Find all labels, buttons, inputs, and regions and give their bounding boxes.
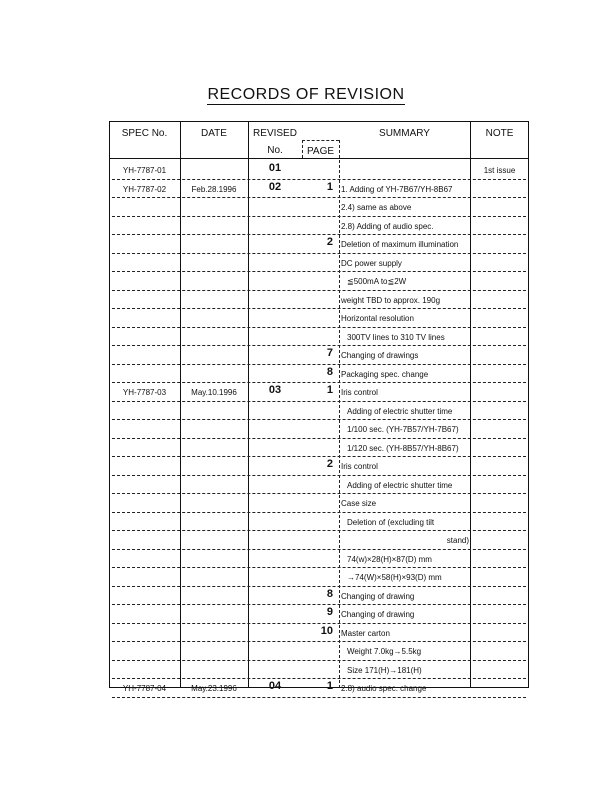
row-rule [112,216,526,217]
row-rev-cell: 01 [268,162,282,174]
row-page-cell: 2 [326,458,333,470]
header-summary: SUMMARY [379,128,430,139]
row-rule [112,271,526,272]
row-summary-cell: DC power supply [341,258,402,268]
row-page-cell: 10 [320,624,333,637]
row-summary-cell: Changing of drawings [341,351,419,360]
row-summary-cell: Adding of electric shutter time [347,406,453,416]
row-summary-cell: Iris control [341,388,378,397]
row-summary-cell: Size 171(H)→181(H) [347,665,422,675]
row-summary-cell: 300TV lines to 310 TV lines [347,332,445,342]
col-divider [470,121,471,688]
row-rule [112,290,526,291]
row-rule [112,327,526,328]
row-summary-cell: 1/100 sec. (YH-7B57/YH-7B67) [347,425,459,434]
row-spec-cell: YH-7787-01 [122,166,167,175]
row-rule [112,697,526,698]
row-rule [112,308,526,309]
row-rule [112,438,526,439]
row-summary-cell: 2.8) audio spec. change [341,684,427,693]
row-rule [112,623,526,624]
row-rule [112,549,526,550]
row-rule [112,586,526,587]
col-divider [180,121,181,688]
row-rule [112,660,526,661]
row-summary-cell: Adding of electric shutter time [347,480,453,490]
row-date-cell: May.10.1996 [191,388,237,397]
row-rule [112,401,526,402]
row-rule [112,419,526,420]
row-rule [112,364,526,365]
header-page: PAGE [306,146,335,157]
row-rev-cell: 04 [268,680,282,692]
row-summary-cell: Packaging spec. change [341,369,429,379]
row-summary-cell: ≦500mA to≦2W [347,277,407,286]
header-bottom-rule [109,158,529,159]
page-title: RECORDS OF REVISION [207,86,405,103]
row-summary-cell: 1/120 sec. (YH-8B57/YH-8B67) [347,443,459,453]
page-header-top [302,140,339,141]
row-page-cell: 8 [326,587,333,600]
row-page-cell: 9 [326,606,333,618]
row-rule [112,253,526,254]
row-spec-cell: YH-7787-04 [122,684,167,693]
row-rule [112,345,526,346]
row-rule [112,678,526,679]
row-summary-cell: Deletion of maximum illumination [341,240,459,249]
row-summary-cell: weight TBD to approx. 190g [341,295,441,305]
row-note-cell: 1st issue [483,166,516,175]
row-summary-cell: Weight 7.0kg→5.5kg [347,647,422,656]
row-summary-cell: Iris control [341,462,378,471]
row-summary-cell: 2.8) Adding of audio spec. [341,221,434,231]
row-summary-cell: stand) [446,536,469,545]
row-page-cell: 7 [326,347,333,359]
row-rule [112,493,526,494]
row-page-cell: 2 [326,236,333,248]
row-summary-cell: Horizontal resolution [341,314,414,323]
row-rule [112,382,526,383]
row-page-cell: 1 [326,680,333,692]
row-rule [112,456,526,457]
row-summary-cell: Deletion of (excluding tilt [347,517,435,527]
col-divider [248,121,249,688]
row-spec-cell: YH-7787-02 [122,184,167,194]
header-revised-no: No. [267,145,283,156]
header-spec: SPEC No. [121,128,168,139]
page-col-divider [339,140,340,688]
row-rule [112,179,526,180]
row-rev-cell: 03 [268,384,282,396]
row-summary-cell: Changing of drawing [341,591,415,601]
row-summary-cell: 1. Adding of YH-7B67/YH-8B67 [341,184,453,194]
row-rule [112,641,526,642]
row-summary-cell: →74(W)×58(H)×93(D) mm [347,573,442,582]
row-page-cell: 8 [326,365,333,378]
row-date-cell: Feb.28.1996 [191,184,237,194]
row-rule [112,567,526,568]
row-rule [112,604,526,605]
row-rule [112,512,526,513]
row-rule [112,234,526,235]
row-rule [112,530,526,531]
row-summary-cell: 74(w)×28(H)×87(D) mm [347,554,432,564]
row-page-cell: 1 [326,180,333,193]
row-summary-cell: Changing of drawing [341,610,415,619]
row-rule [112,475,526,476]
row-page-cell: 1 [326,384,333,396]
row-spec-cell: YH-7787-03 [122,388,167,397]
header-revised: REVISED [253,128,297,139]
row-summary-cell: 2.4) same as above [341,203,412,212]
row-summary-cell: Master carton [341,628,390,638]
header-note: NOTE [485,128,514,139]
row-date-cell: May.23.1996 [191,684,237,693]
row-summary-cell: Case size [341,499,377,508]
row-rule [112,197,526,198]
row-rev-cell: 02 [268,180,282,193]
header-date: DATE [201,128,227,139]
